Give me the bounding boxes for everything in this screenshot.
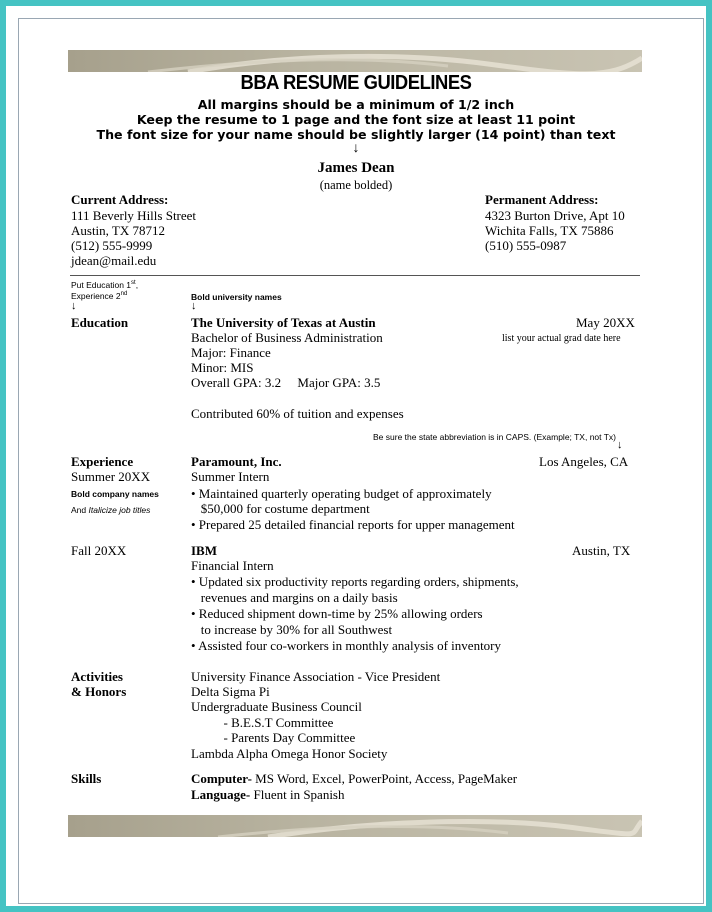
minor: Minor: MIS [191,360,254,375]
education-heading: Education [71,315,129,330]
activity-item: University Finance Association - Vice President [191,669,441,684]
university-name: The University of Texas at Austin [191,315,376,330]
current-address-heading: Current Address: [71,192,169,207]
job-bullet: • Reduced shipment down-time by 25% allowing orders [191,606,483,621]
name-arrow-icon: ↓ [352,139,360,155]
applicant-name: James Dean [317,160,395,176]
tuition-note: Contributed 60% of tuition and expenses [191,406,404,421]
current-address-line: (512) 555-9999 [71,238,153,253]
name-note: (name bolded) [319,178,393,192]
guideline-margins: All margins should be a minimum of 1/2 inch [197,97,515,112]
guideline-name-font: The font size for your name should be slightly larger (14 point) than text [96,127,616,142]
permanent-address-line: 4323 Burton Drive, Apt 10 [485,208,625,223]
skill-computer: Computer- MS Word, Excel, PowerPoint, Access, PageMaker [191,771,518,786]
skills-heading: Skills [71,771,102,786]
activity-item: - B.E.S.T Committee [191,715,334,730]
permanent-address-line: (510) 555-0987 [485,238,567,253]
note-state-abbreviation: Be sure the state abbreviation is in CAPS. (Example; TX, not Tx) [373,432,616,442]
current-address-line: 111 Beverly Hills Street [71,208,197,223]
bottom-banner [68,815,642,837]
state-arrow-icon: ↓ [617,439,623,451]
note-grad-date: list your actual grad date here [502,333,621,344]
job-bullet: • Prepared 25 detailed financial reports for upper management [191,517,515,532]
experience-heading: Experience [71,454,134,469]
page-title: BBA RESUME GUIDELINES [240,72,472,94]
note-bold-company: Bold company names [71,489,159,499]
activity-item: Undergraduate Business Council [191,699,362,714]
note-experience-second: Experience 2nd [71,291,128,301]
current-address-line: Austin, TX 78712 [71,223,166,238]
job-bullet: to increase by 30% for all Southwest [191,622,393,637]
job-bullet: • Assisted four co-workers in monthly analysis of inventory [191,638,502,653]
activity-item: - Parents Day Committee [191,730,356,745]
company-name: IBM [191,543,217,558]
permanent-address-line: Wichita Falls, TX 75886 [485,223,614,238]
permanent-address-heading: Permanent Address: [485,192,599,207]
honors-heading: & Honors [71,684,127,699]
university-arrow-icon: ↓ [191,300,197,312]
gpa: Overall GPA: 3.2 Major GPA: 3.5 [191,375,381,390]
activity-item: Lambda Alpha Omega Honor Society [191,746,388,761]
banner-swoosh-top [68,50,642,72]
top-banner [68,50,642,72]
current-address-email: jdean@mail.edu [71,253,157,268]
graduation-date: May 20XX [576,315,635,330]
note-italicize-titles: And Italicize job titles [71,505,151,515]
degree: Bachelor of Business Administration [191,330,383,345]
banner-swoosh-bottom [68,815,642,837]
job-period: Summer 20XX [71,469,151,484]
company-name: Paramount, Inc. [191,454,282,469]
divider-rule [70,275,640,276]
note-education-first: Put Education 1st, [71,280,139,290]
job-period: Fall 20XX [71,543,127,558]
job-bullet: • Updated six productivity reports regarding orders, shipments, [191,574,519,589]
job-location: Austin, TX [572,543,631,558]
job-title: Financial Intern [191,558,274,573]
note-bold-university: Bold university names [191,292,282,302]
activity-item: Delta Sigma Pi [191,684,270,699]
job-bullet: revenues and margins on a daily basis [191,590,398,605]
job-location: Los Angeles, CA [539,454,629,469]
job-bullet: • Maintained quarterly operating budget of approximately [191,486,492,501]
job-bullet: $50,000 for costume department [191,501,370,516]
guideline-length: Keep the resume to 1 page and the font size at least 11 point [136,112,576,127]
activities-heading: Activities [71,669,123,684]
note-arrow-icon: ↓ [71,300,77,312]
skill-language: Language- Fluent in Spanish [191,787,345,802]
major: Major: Finance [191,345,271,360]
job-title: Summer Intern [191,469,270,484]
